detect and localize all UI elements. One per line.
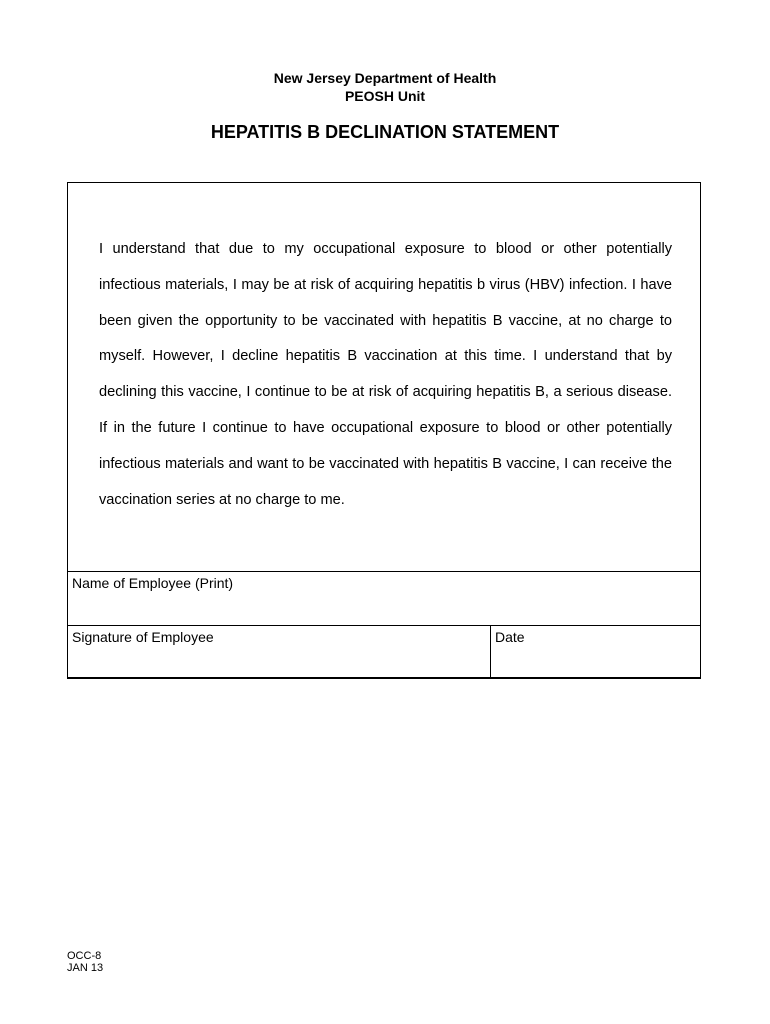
employee-signature-label: Signature of Employee [72,629,214,645]
date-label: Date [495,629,525,645]
document-title: HEPATITIS B DECLINATION STATEMENT [210,122,560,142]
organization-name: New Jersey Department of Health [273,70,497,86]
revision-date: JAN 13 [67,962,104,974]
form-code: OCC-8 [67,950,102,962]
declination-form-box [67,182,701,679]
date-field[interactable] [491,626,700,677]
declination-statement-text: I understand that due to my occupational exposure to blood or other potentially infectious materials, I may be at risk of acquiring hepatitis b virus (HBV) infection. I have been given the opportunity to be vaccinated with hepatitis B vaccine, at no charge to myself. However, I decline hepatitis B vaccination at this time. I understand that by declining this vaccine, I continue to be at risk of acquiring hepatitis B, a serious disease. If in the future I continue to have occupational exposure to blood or other potentially infectious materials and want to be vaccinated with hepatitis B vaccine, I can receive the vaccination series at no charge to me. [99,241,672,508]
signature-date-row [68,625,700,679]
employee-name-field[interactable] [68,571,700,625]
employee-signature-field[interactable] [68,626,490,677]
employee-name-label: Name of Employee (Print) [72,575,234,591]
organization-unit: PEOSH Unit [344,88,426,104]
